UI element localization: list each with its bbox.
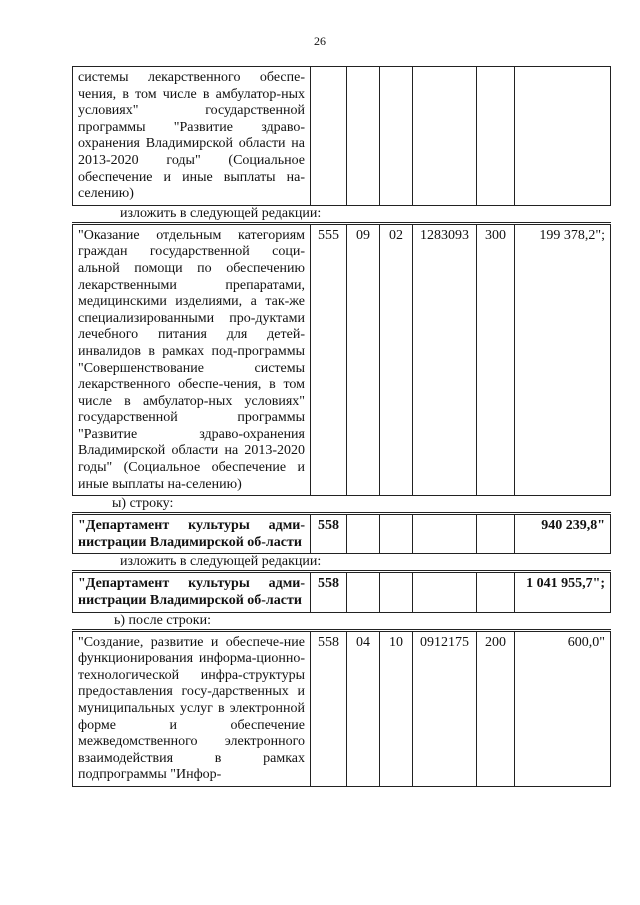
- table-row: [73, 630, 611, 786]
- cell-section: [347, 67, 380, 206]
- cell-subsection: [380, 514, 413, 554]
- cell-target-article: 0912175: [413, 630, 477, 786]
- page-number: 26: [314, 34, 326, 48]
- cell-subsection: 02: [380, 223, 413, 496]
- table-row: [73, 514, 611, 554]
- cell-expense-type: 300: [477, 223, 515, 496]
- cell-ministry: [311, 67, 347, 206]
- instruction-after-row: ь) после строки:: [114, 612, 211, 628]
- table-row: [73, 223, 611, 496]
- row-description: "Создание, развитие и обеспече-ние функционирования информа-ционно-технологической инфра-структуры предоставления госу-дарственных и муниципальных услуг в электронной форме и обеспечение межведомственного электронного взаимодействия в рамках подпрограммы "Инфор-: [73, 630, 311, 786]
- cell-amount: 600,0": [515, 630, 611, 786]
- row-description: системы лекарственного обеспе-чения, в том числе в амбулатор-ных условиях" государственной программы "Развитие здраво-охранения Владимирской области на 2013-2020 годы" (Социальное обеспечение и иные выплаты на-селению): [73, 67, 311, 206]
- budget-amendment-sheet: [72, 66, 610, 787]
- cell-section: [347, 572, 380, 612]
- row-description: "Оказание отдельным категориям граждан государственной соци-альной помощи по обеспечению лекарственными препаратами, медицинскими изделиями, а так-же специализированными про-дуктами лечебного питания для детей-инвалидов в рамках под-программы "Совершенствование системы лекарственного обеспе-чения, в том числе в амбулатор-ных условиях" государственной программы "Развитие здраво-охранения Владимирской области на 2013-2020 годы" (Социальное обеспечение и иные выплаты на-селению): [73, 223, 311, 496]
- cell-section: 09: [347, 223, 380, 496]
- instruction-restate: изложить в следующей редакции:: [120, 554, 322, 570]
- cell-amount: 940 239,8": [515, 514, 611, 554]
- cell-target-article: [413, 572, 477, 612]
- table-block-it-infrastructure: [72, 629, 611, 787]
- cell-amount: 199 378,2";: [515, 223, 611, 496]
- table-row: [73, 572, 611, 612]
- table-block-new-version: [72, 222, 611, 497]
- cell-subsection: 10: [380, 630, 413, 786]
- cell-subsection: [380, 572, 413, 612]
- cell-expense-type: [477, 67, 515, 206]
- cell-target-article: [413, 67, 477, 206]
- instruction-row: ы) строку:: [112, 496, 174, 512]
- instruction-restate: изложить в следующей редакции:: [120, 205, 322, 221]
- cell-expense-type: [477, 514, 515, 554]
- cell-ministry: 558: [311, 514, 347, 554]
- table-block-department-old: [72, 512, 611, 554]
- cell-subsection: [380, 67, 413, 206]
- table-row: [73, 67, 611, 206]
- cell-ministry: 555: [311, 223, 347, 496]
- cell-amount: 1 041 955,7";: [515, 572, 611, 612]
- cell-section: [347, 514, 380, 554]
- cell-target-article: [413, 514, 477, 554]
- cell-expense-type: 200: [477, 630, 515, 786]
- cell-target-article: 1283093: [413, 223, 477, 496]
- cell-expense-type: [477, 572, 515, 612]
- row-description: "Департамент культуры адми-нистрации Владимирской об-ласти: [73, 572, 311, 612]
- row-description: "Департамент культуры адми-нистрации Владимирской об-ласти: [73, 514, 311, 554]
- cell-ministry: 558: [311, 572, 347, 612]
- table-block-department-new: [72, 570, 611, 612]
- table-block-continuation: [72, 66, 611, 206]
- cell-amount: [515, 67, 611, 206]
- cell-ministry: 558: [311, 630, 347, 786]
- cell-section: 04: [347, 630, 380, 786]
